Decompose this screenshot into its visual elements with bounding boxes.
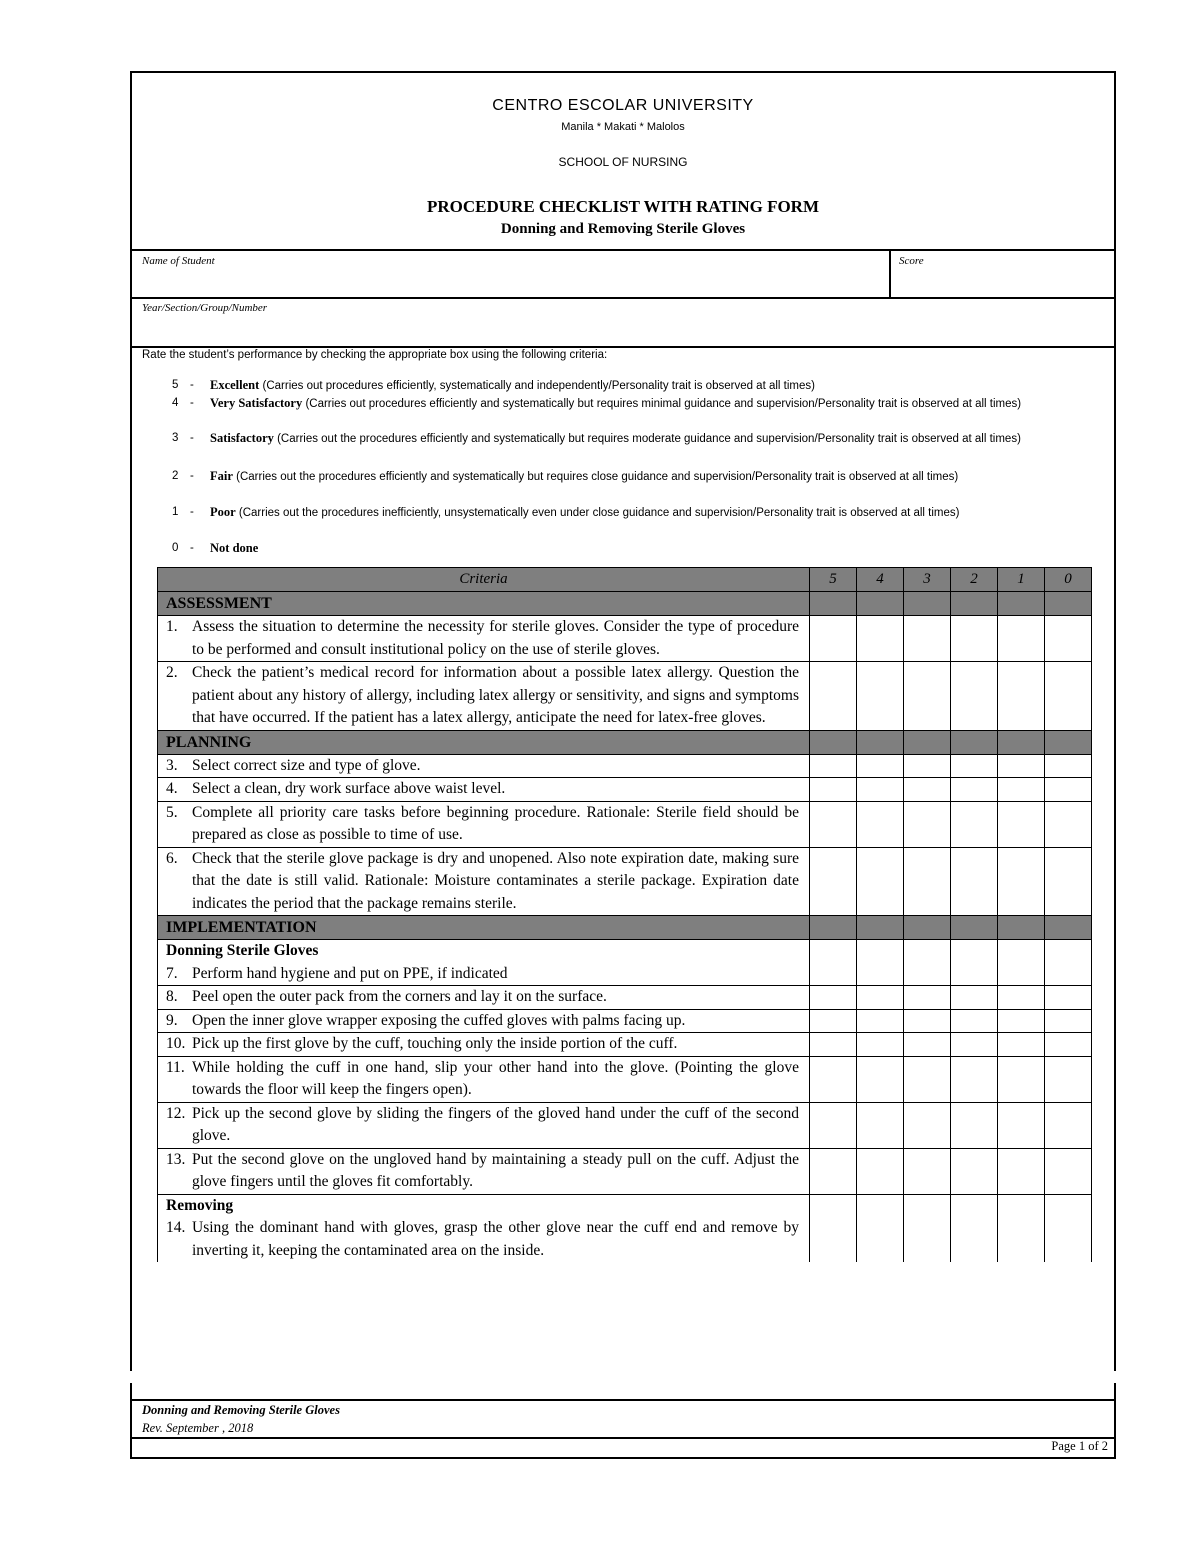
rating-cell[interactable] <box>998 940 1045 986</box>
rating-cell[interactable] <box>857 1148 904 1194</box>
item-number: 13. <box>166 1150 186 1168</box>
item-number: 12. <box>166 1104 186 1122</box>
rating-cell[interactable] <box>951 616 998 662</box>
table-row <box>158 1009 1092 1033</box>
section-row-assessment <box>158 592 1092 616</box>
table-row <box>158 1056 1092 1102</box>
rating-cell[interactable] <box>998 986 1045 1010</box>
table-row <box>158 801 1092 847</box>
rating-cell[interactable] <box>810 847 857 916</box>
page-footer <box>130 1383 1116 1459</box>
rating-cell[interactable] <box>904 1009 951 1033</box>
rating-cell[interactable] <box>857 940 904 986</box>
university-name: CENTRO ESCOLAR UNIVERSITY <box>492 97 754 114</box>
rating-cell[interactable] <box>810 1033 857 1057</box>
table-row <box>158 1102 1092 1148</box>
item-number: 1. <box>166 618 178 635</box>
item-number: 2. <box>166 664 178 681</box>
rating-cell[interactable] <box>857 1033 904 1057</box>
criterion-label: Very Satisfactory <box>210 396 303 410</box>
school-name: SCHOOL OF NURSING <box>558 155 688 169</box>
rating-cell[interactable] <box>857 1194 904 1262</box>
year-section-label: Year/Section/Group/Number <box>142 302 268 314</box>
section-title: ASSESSMENT <box>158 592 810 616</box>
table-row <box>158 754 1092 778</box>
rating-cell[interactable] <box>904 986 951 1010</box>
campus-list: Manila * Makati * Malolos <box>561 121 685 133</box>
criterion-description: (Carries out the procedures efficiently and systematically but requires moderate guidance and supervision/Personality trait is observed at all times) <box>277 433 1021 445</box>
rating-instructions: Rate the student’s performance by checking the appropriate box using the following criteria: <box>142 349 608 361</box>
criterion-number: 4 <box>172 397 179 409</box>
rating-cell[interactable] <box>857 778 904 802</box>
item-number: 10. <box>166 1035 186 1052</box>
criterion-label: Poor <box>210 505 236 519</box>
table-row <box>158 778 1092 802</box>
rating-cell[interactable] <box>998 1009 1045 1033</box>
rating-cell[interactable] <box>1045 940 1092 986</box>
rating-cell[interactable] <box>1045 1148 1092 1194</box>
rating-0-column-header: 0 <box>1045 568 1092 592</box>
criterion-number: 0 <box>172 542 179 554</box>
item-text: Select a clean, dry work surface above waist level. <box>192 780 506 797</box>
rating-cell[interactable] <box>951 986 998 1010</box>
rating-cell[interactable] <box>810 1056 857 1102</box>
rating-cell[interactable] <box>810 801 857 847</box>
subheading-donning: Donning Sterile Gloves <box>166 942 319 959</box>
criterion-number: 2 <box>172 470 179 482</box>
rating-cell[interactable] <box>904 754 951 778</box>
rating-cell[interactable] <box>998 801 1045 847</box>
rating-3-column-header: 3 <box>904 568 951 592</box>
rating-cell[interactable] <box>1045 1102 1092 1148</box>
divider <box>132 297 1114 299</box>
criterion-description: (Carries out procedures efficiently and systematically but requires minimal guidance and supervision/Personality trait is observed at all times) <box>305 398 1022 410</box>
table-row <box>158 662 1092 731</box>
item-text: Put the second glove on the ungloved hand by maintaining a steady pull on the cuff. Adjust the glove fingers until the gloves fit comfortably. <box>192 1150 799 1190</box>
rating-cell[interactable] <box>857 662 904 731</box>
score-label: Score <box>899 255 924 267</box>
criterion-number: 5 <box>172 379 179 391</box>
rating-cell[interactable] <box>951 1056 998 1102</box>
criterion-description: (Carries out procedures efficiently, systematically and independently/Personality trait is observed at all times) <box>262 380 815 392</box>
rating-cell[interactable] <box>904 662 951 731</box>
rating-cell[interactable] <box>904 1033 951 1057</box>
criterion-3: 3 - Satisfactory (Carries out the procedures efficiently and systematically but requires moderate guidance and supervision/Personality trait is observed at all times) <box>172 431 1021 445</box>
criterion-label: Satisfactory <box>210 431 274 445</box>
item-text: Open the inner glove wrapper exposing the cuffed gloves with palms facing up. <box>192 1011 686 1029</box>
rating-cell[interactable] <box>810 1102 857 1148</box>
criterion-5: 5 - Excellent (Carries out procedures efficiently, systematically and independently/Personality trait is observed at all times) <box>172 378 815 392</box>
rating-cell[interactable] <box>904 801 951 847</box>
section-row-implementation <box>158 916 1092 940</box>
rating-cell[interactable] <box>810 986 857 1010</box>
rating-cell[interactable] <box>857 754 904 778</box>
criterion-description: (Carries out the procedures efficiently and systematically but requires close guidance and supervision/Personality trait is observed at all times) <box>236 471 959 483</box>
item-number: 9. <box>166 1011 178 1029</box>
section-title: PLANNING <box>158 730 810 754</box>
rating-cell[interactable] <box>951 754 998 778</box>
rating-cell[interactable] <box>904 778 951 802</box>
rating-cell[interactable] <box>857 1009 904 1033</box>
rating-cell[interactable] <box>810 616 857 662</box>
item-text: Select correct size and type of glove. <box>192 756 421 774</box>
rating-cell[interactable] <box>998 754 1045 778</box>
item-number: 11. <box>166 1058 185 1076</box>
rating-cell[interactable] <box>998 1194 1045 1262</box>
item-text: Check that the sterile glove package is dry and unopened. Also note expiration date, making sure that the date is still valid. Rationale: Moisture contaminates a sterile package. Expiration date indicates the period that the package remains sterile. <box>192 849 799 912</box>
rating-cell[interactable] <box>998 847 1045 916</box>
checklist-table <box>157 567 1092 1262</box>
item-text: Check the patient’s medical record for information about a possible latex allergy. Question the patient about any history of allergy, including latex allergy or sensitivity, and signs and symptoms that have occurred. If the patient has a latex allergy, anticipate the need for latex-free gloves. <box>192 664 799 726</box>
table-row <box>158 1033 1092 1057</box>
divider <box>132 1437 1114 1439</box>
rating-cell[interactable] <box>1045 1056 1092 1102</box>
criterion-description: (Carries out the procedures inefficiently, unsystematically even under close guidance and supervision/Personality trait is observed at all times) <box>238 507 960 519</box>
rating-cell[interactable] <box>904 1102 951 1148</box>
item-text: Using the dominant hand with gloves, grasp the other glove near the cuff end and remove by inverting it, keeping the contaminated area on the inside. <box>192 1219 799 1259</box>
item-number: 8. <box>166 988 178 1005</box>
rating-cell[interactable] <box>951 1102 998 1148</box>
rating-cell[interactable] <box>951 847 998 916</box>
rating-cell[interactable] <box>904 616 951 662</box>
rating-cell[interactable] <box>810 754 857 778</box>
item-text: Perform hand hygiene and put on PPE, if indicated <box>192 964 508 982</box>
rating-cell[interactable] <box>904 940 951 986</box>
rating-1-column-header: 1 <box>998 568 1045 592</box>
rating-cell[interactable] <box>1045 616 1092 662</box>
divider <box>132 346 1114 348</box>
rating-cell[interactable] <box>998 1056 1045 1102</box>
student-name-label: Name of Student <box>142 255 215 267</box>
criterion-number: 1 <box>172 506 179 518</box>
criterion-2: 2 - Fair (Carries out the procedures efficiently and systematically but requires close guidance and supervision/Personality trait is observed at all times) <box>172 469 959 483</box>
rating-cell[interactable] <box>857 616 904 662</box>
rating-cell[interactable] <box>1045 801 1092 847</box>
divider <box>132 1399 1114 1401</box>
rating-cell[interactable] <box>1045 986 1092 1010</box>
form-frame <box>130 71 1116 1371</box>
rating-cell[interactable] <box>810 1009 857 1033</box>
rating-cell[interactable] <box>1045 847 1092 916</box>
rating-cell[interactable] <box>998 1148 1045 1194</box>
rating-cell[interactable] <box>904 1148 951 1194</box>
rating-cell[interactable] <box>998 1102 1045 1148</box>
criterion-label: Fair <box>210 469 233 483</box>
form-title: PROCEDURE CHECKLIST WITH RATING FORM <box>427 197 819 216</box>
table-row <box>158 940 1092 986</box>
footer-title: Donning and Removing Sterile Gloves <box>142 1403 340 1417</box>
item-text: Pick up the second glove by sliding the fingers of the gloved hand under the cuff of the second glove. <box>192 1104 799 1144</box>
rating-cell[interactable] <box>857 1102 904 1148</box>
rating-5-column-header: 5 <box>810 568 857 592</box>
rating-cell[interactable] <box>951 662 998 731</box>
section-title: IMPLEMENTATION <box>158 916 810 940</box>
rating-cell[interactable] <box>951 1148 998 1194</box>
footer-revision: Rev. September , 2018 <box>142 1421 254 1435</box>
item-text: Pick up the first glove by the cuff, touching only the inside portion of the cuff. <box>192 1035 678 1052</box>
page-number: Page 1 of 2 <box>1051 1439 1108 1453</box>
rating-cell[interactable] <box>951 940 998 986</box>
procedure-title: Donning and Removing Sterile Gloves <box>500 221 746 237</box>
rating-cell[interactable] <box>857 847 904 916</box>
criterion-label: Excellent <box>210 378 260 392</box>
subheading-removing: Removing <box>166 1196 234 1214</box>
criterion-0: 0 - Not done <box>172 541 259 555</box>
rating-cell[interactable] <box>904 1056 951 1102</box>
item-number: 3. <box>166 756 178 774</box>
rating-cell[interactable] <box>857 801 904 847</box>
item-number: 14. <box>166 1219 186 1236</box>
rating-cell[interactable] <box>904 1194 951 1262</box>
rating-cell[interactable] <box>857 1056 904 1102</box>
rating-cell[interactable] <box>998 1033 1045 1057</box>
rating-cell[interactable] <box>810 1194 857 1262</box>
rating-cell[interactable] <box>857 986 904 1010</box>
item-number: 5. <box>166 803 178 821</box>
divider <box>132 249 1114 251</box>
table-row <box>158 847 1092 916</box>
rating-4-column-header: 4 <box>857 568 904 592</box>
rating-cell[interactable] <box>951 801 998 847</box>
rating-cell[interactable] <box>1045 1033 1092 1057</box>
rating-cell[interactable] <box>1045 1194 1092 1262</box>
table-row <box>158 616 1092 662</box>
rating-cell[interactable] <box>998 778 1045 802</box>
rating-cell[interactable] <box>1045 662 1092 731</box>
item-text: Complete all priority care tasks before beginning procedure. Rationale: Sterile field should be prepared as close as possible to time of use. <box>192 803 799 843</box>
item-text: While holding the cuff in one hand, slip your other hand into the glove. (Pointing the glove towards the floor will keep the fingers open). <box>192 1058 799 1098</box>
rating-cell[interactable] <box>810 778 857 802</box>
rating-cell[interactable] <box>1045 1009 1092 1033</box>
criterion-1: 1 - Poor (Carries out the procedures inefficiently, unsystematically even under close guidance and supervision/Personality trait is observed at all times) <box>172 505 960 519</box>
item-number: 7. <box>166 964 178 982</box>
rating-cell[interactable] <box>904 847 951 916</box>
criterion-4: 4 - Very Satisfactory (Carries out procedures efficiently and systematically but requires minimal guidance and supervision/Personality trait is observed at all times) <box>172 396 1022 410</box>
table-row <box>158 1148 1092 1194</box>
rating-cell[interactable] <box>1045 754 1092 778</box>
rating-cell[interactable] <box>810 1148 857 1194</box>
rating-cell[interactable] <box>951 778 998 802</box>
rating-cell[interactable] <box>810 662 857 731</box>
rating-cell[interactable] <box>951 1194 998 1262</box>
item-number: 4. <box>166 780 178 797</box>
divider <box>889 250 891 298</box>
item-text: Assess the situation to determine the necessity for sterile gloves. Consider the type of procedure to be performed and consult institutional policy on the use of sterile gloves. <box>192 618 799 658</box>
section-row-planning <box>158 730 1092 754</box>
rating-cell[interactable] <box>1045 778 1092 802</box>
table-row <box>158 1194 1092 1262</box>
criterion-label: Not done <box>210 541 259 555</box>
criterion-number: 3 <box>172 432 179 444</box>
table-header-row <box>158 568 1092 592</box>
rating-cell[interactable] <box>951 1009 998 1033</box>
criteria-column-header: Criteria <box>158 568 810 592</box>
item-number: 6. <box>166 849 178 867</box>
rating-cell[interactable] <box>951 1033 998 1057</box>
item-text: Peel open the outer pack from the corners and lay it on the surface. <box>192 988 607 1005</box>
rating-cell[interactable] <box>810 940 857 986</box>
table-row <box>158 986 1092 1010</box>
rating-2-column-header: 2 <box>951 568 998 592</box>
rating-cell[interactable] <box>998 616 1045 662</box>
rating-cell[interactable] <box>998 662 1045 731</box>
